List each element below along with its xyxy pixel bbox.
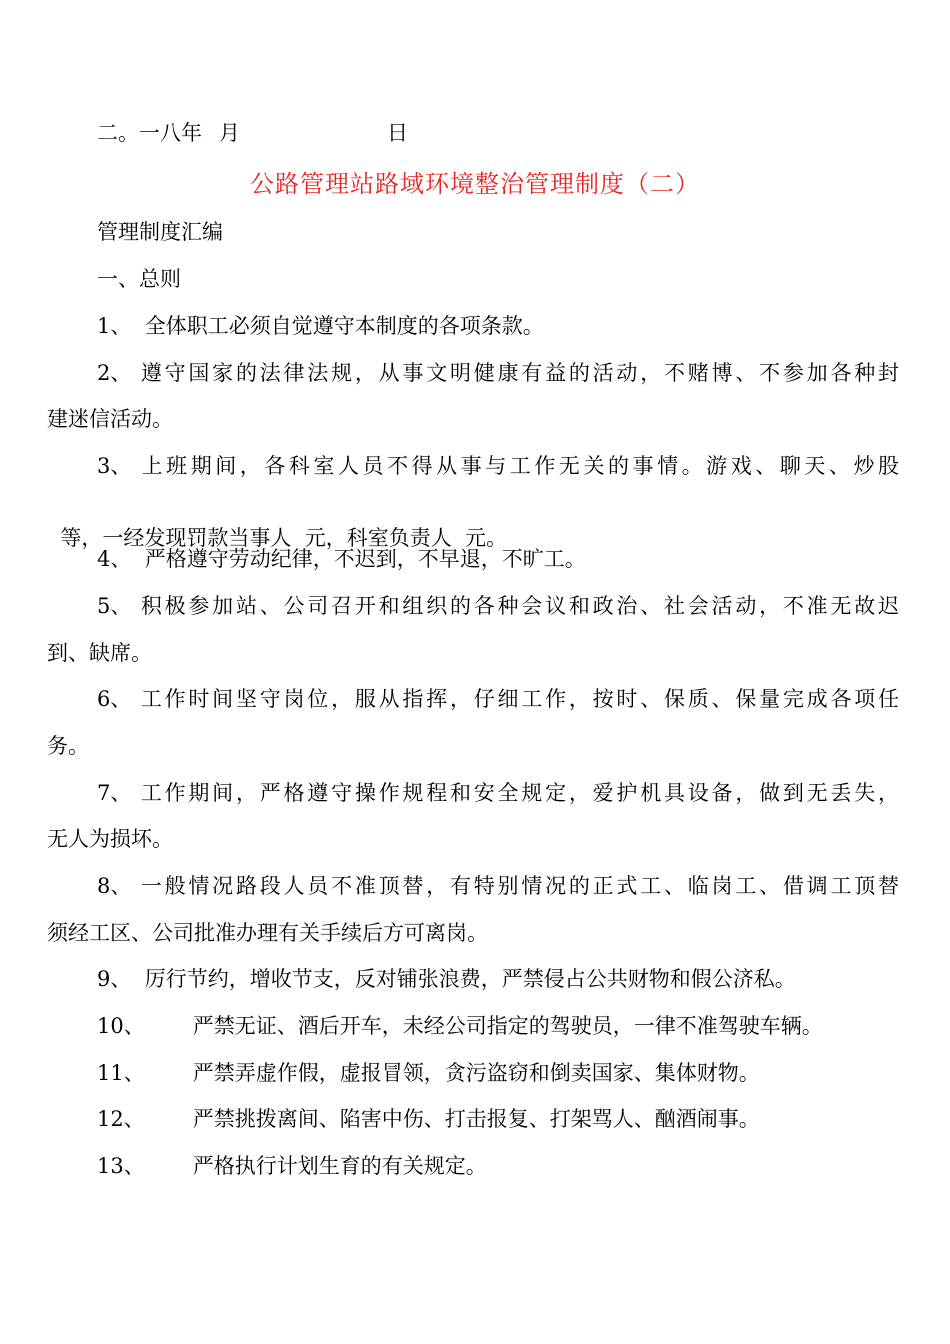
item-number: 13、 [97, 1154, 145, 1178]
item-text: 遵守国家的法律法规，从事文明健康有益的活动，不赌博、不参加各种封 [140, 361, 899, 385]
section-heading: 管理制度汇编 [97, 220, 223, 244]
item-text: 务。 [47, 734, 89, 758]
list-item [0, 966, 950, 992]
item-text: 须经工区、公司批准办理有关手续后方可离岗。 [47, 921, 488, 945]
date-month: 月 [219, 121, 240, 145]
item-number: 1、 [97, 314, 132, 338]
list-item [47, 453, 899, 479]
item-text: 严格执行计划生育的有关规定。 [192, 1154, 487, 1178]
item-number: 5、 [97, 594, 132, 618]
item-text: 上班期间，各科室人员不得从事与工作无关的事情。游戏、聊天、炒股 [141, 454, 899, 478]
item-text: 严禁挑拨离间、陷害中伤、打击报复、打架骂人、酗酒闹事。 [192, 1107, 760, 1131]
list-item-continuation [47, 406, 950, 432]
item-text: 无人为损坏。 [47, 827, 173, 851]
list-item [47, 360, 899, 386]
item-text: 严禁无证、酒后开车，未经公司指定的驾驶员，一律不准驾驶车辆。 [192, 1014, 823, 1038]
document-title: 公路管理站路域环境整治管理制度（二） [250, 170, 700, 198]
chapter-heading: 一、总则 [97, 267, 181, 291]
item-text: 严禁弄虚作假，虚报冒领，贪污盗窃和倒卖国家、集体财物。 [192, 1061, 760, 1085]
list-item [0, 1153, 950, 1179]
item-text: 到、缺席。 [47, 641, 152, 665]
item-number: 3、 [97, 454, 132, 478]
date-year: 二。一八年 [97, 121, 202, 145]
item-number: 10、 [97, 1014, 145, 1038]
item-text: 积极参加站、公司召开和组织的各种会议和政治、社会活动，不准无故迟 [140, 594, 899, 618]
item-text: 工作时间坚守岗位，服从指挥，仔细工作，按时、保质、保量完成各项任 [140, 687, 899, 711]
item-number: 11、 [97, 1061, 145, 1085]
item-number: 2、 [97, 361, 132, 385]
list-item-continuation [47, 920, 950, 946]
item-number: 7、 [97, 781, 132, 805]
item-text: 全体职工必须自觉遵守本制度的各项条款。 [144, 314, 544, 338]
item-text: 等，一经发现罚款当事人 元，科室负责人 元。 [60, 526, 508, 550]
item-text: 一般情况路段人员不准顶替，有特别情况的正式工、临岗工、借调工顶替 [140, 874, 899, 898]
list-item [47, 686, 899, 712]
item-text: 建迷信活动。 [47, 407, 173, 431]
item-text: 工作期间，严格遵守操作规程和安全规定，爱护机具设备，做到无丢失， [140, 781, 899, 805]
list-item [47, 593, 899, 619]
list-item [0, 546, 950, 572]
list-item [47, 873, 899, 899]
list-item [47, 780, 899, 806]
item-number: 8、 [97, 874, 132, 898]
item-number: 12、 [97, 1107, 145, 1131]
item-text: 厉行节约，增收节支，反对铺张浪费，严禁侵占公共财物和假公济私。 [144, 967, 796, 991]
item-number: 4、 [97, 547, 132, 571]
list-item-continuation [47, 826, 950, 852]
item-number: 9、 [97, 967, 132, 991]
list-item [0, 1106, 950, 1132]
list-item [0, 1060, 950, 1086]
item-text: 严格遵守劳动纪律，不迟到，不早退，不旷工。 [144, 547, 586, 571]
list-item [0, 1013, 950, 1039]
list-item-continuation [47, 499, 950, 551]
list-item [0, 313, 950, 339]
list-item-continuation [47, 733, 950, 759]
list-item-continuation [47, 640, 950, 666]
date-day: 日 [387, 121, 408, 145]
item-number: 6、 [97, 687, 132, 711]
